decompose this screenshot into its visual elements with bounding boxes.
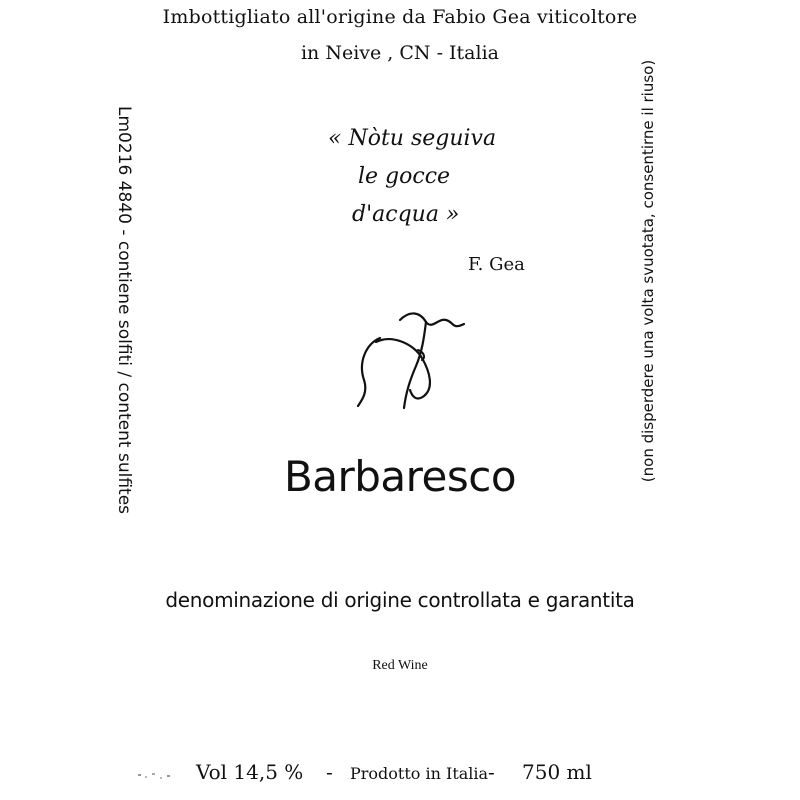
wine-name: Barbaresco (283, 452, 517, 501)
footer-separator-2: - (488, 760, 495, 784)
bottle-volume: 750 ml (522, 760, 592, 784)
product-origin: Prodotto in Italia (350, 764, 489, 783)
disposal-notice: (non disperdere una volta svuotata, consentirne il riuso) (639, 59, 657, 483)
handwritten-figure-logo-icon (340, 300, 480, 420)
quote-line-2: le gocce (358, 164, 451, 189)
quote-line-1: « Nòtu seguiva (328, 126, 497, 151)
quote-author: F. Gea (468, 254, 525, 275)
lot-and-sulfites-notice: Lm0216 4840 - contiene solfiti / content sulfites (114, 105, 134, 515)
bottler-line: Imbottigliato all'origine da Fabio Gea viticoltore (162, 6, 638, 28)
place-line: in Neive , CN - Italia (300, 42, 499, 64)
denomination: denominazione di origine controllata e garantita (165, 588, 635, 612)
quote-line-3: d'acqua » (352, 202, 460, 227)
wine-type: Red Wine (372, 658, 428, 673)
print-specks (136, 770, 176, 782)
alcohol-volume: Vol 14,5 % (196, 760, 304, 784)
footer-separator-1: - (326, 760, 333, 784)
